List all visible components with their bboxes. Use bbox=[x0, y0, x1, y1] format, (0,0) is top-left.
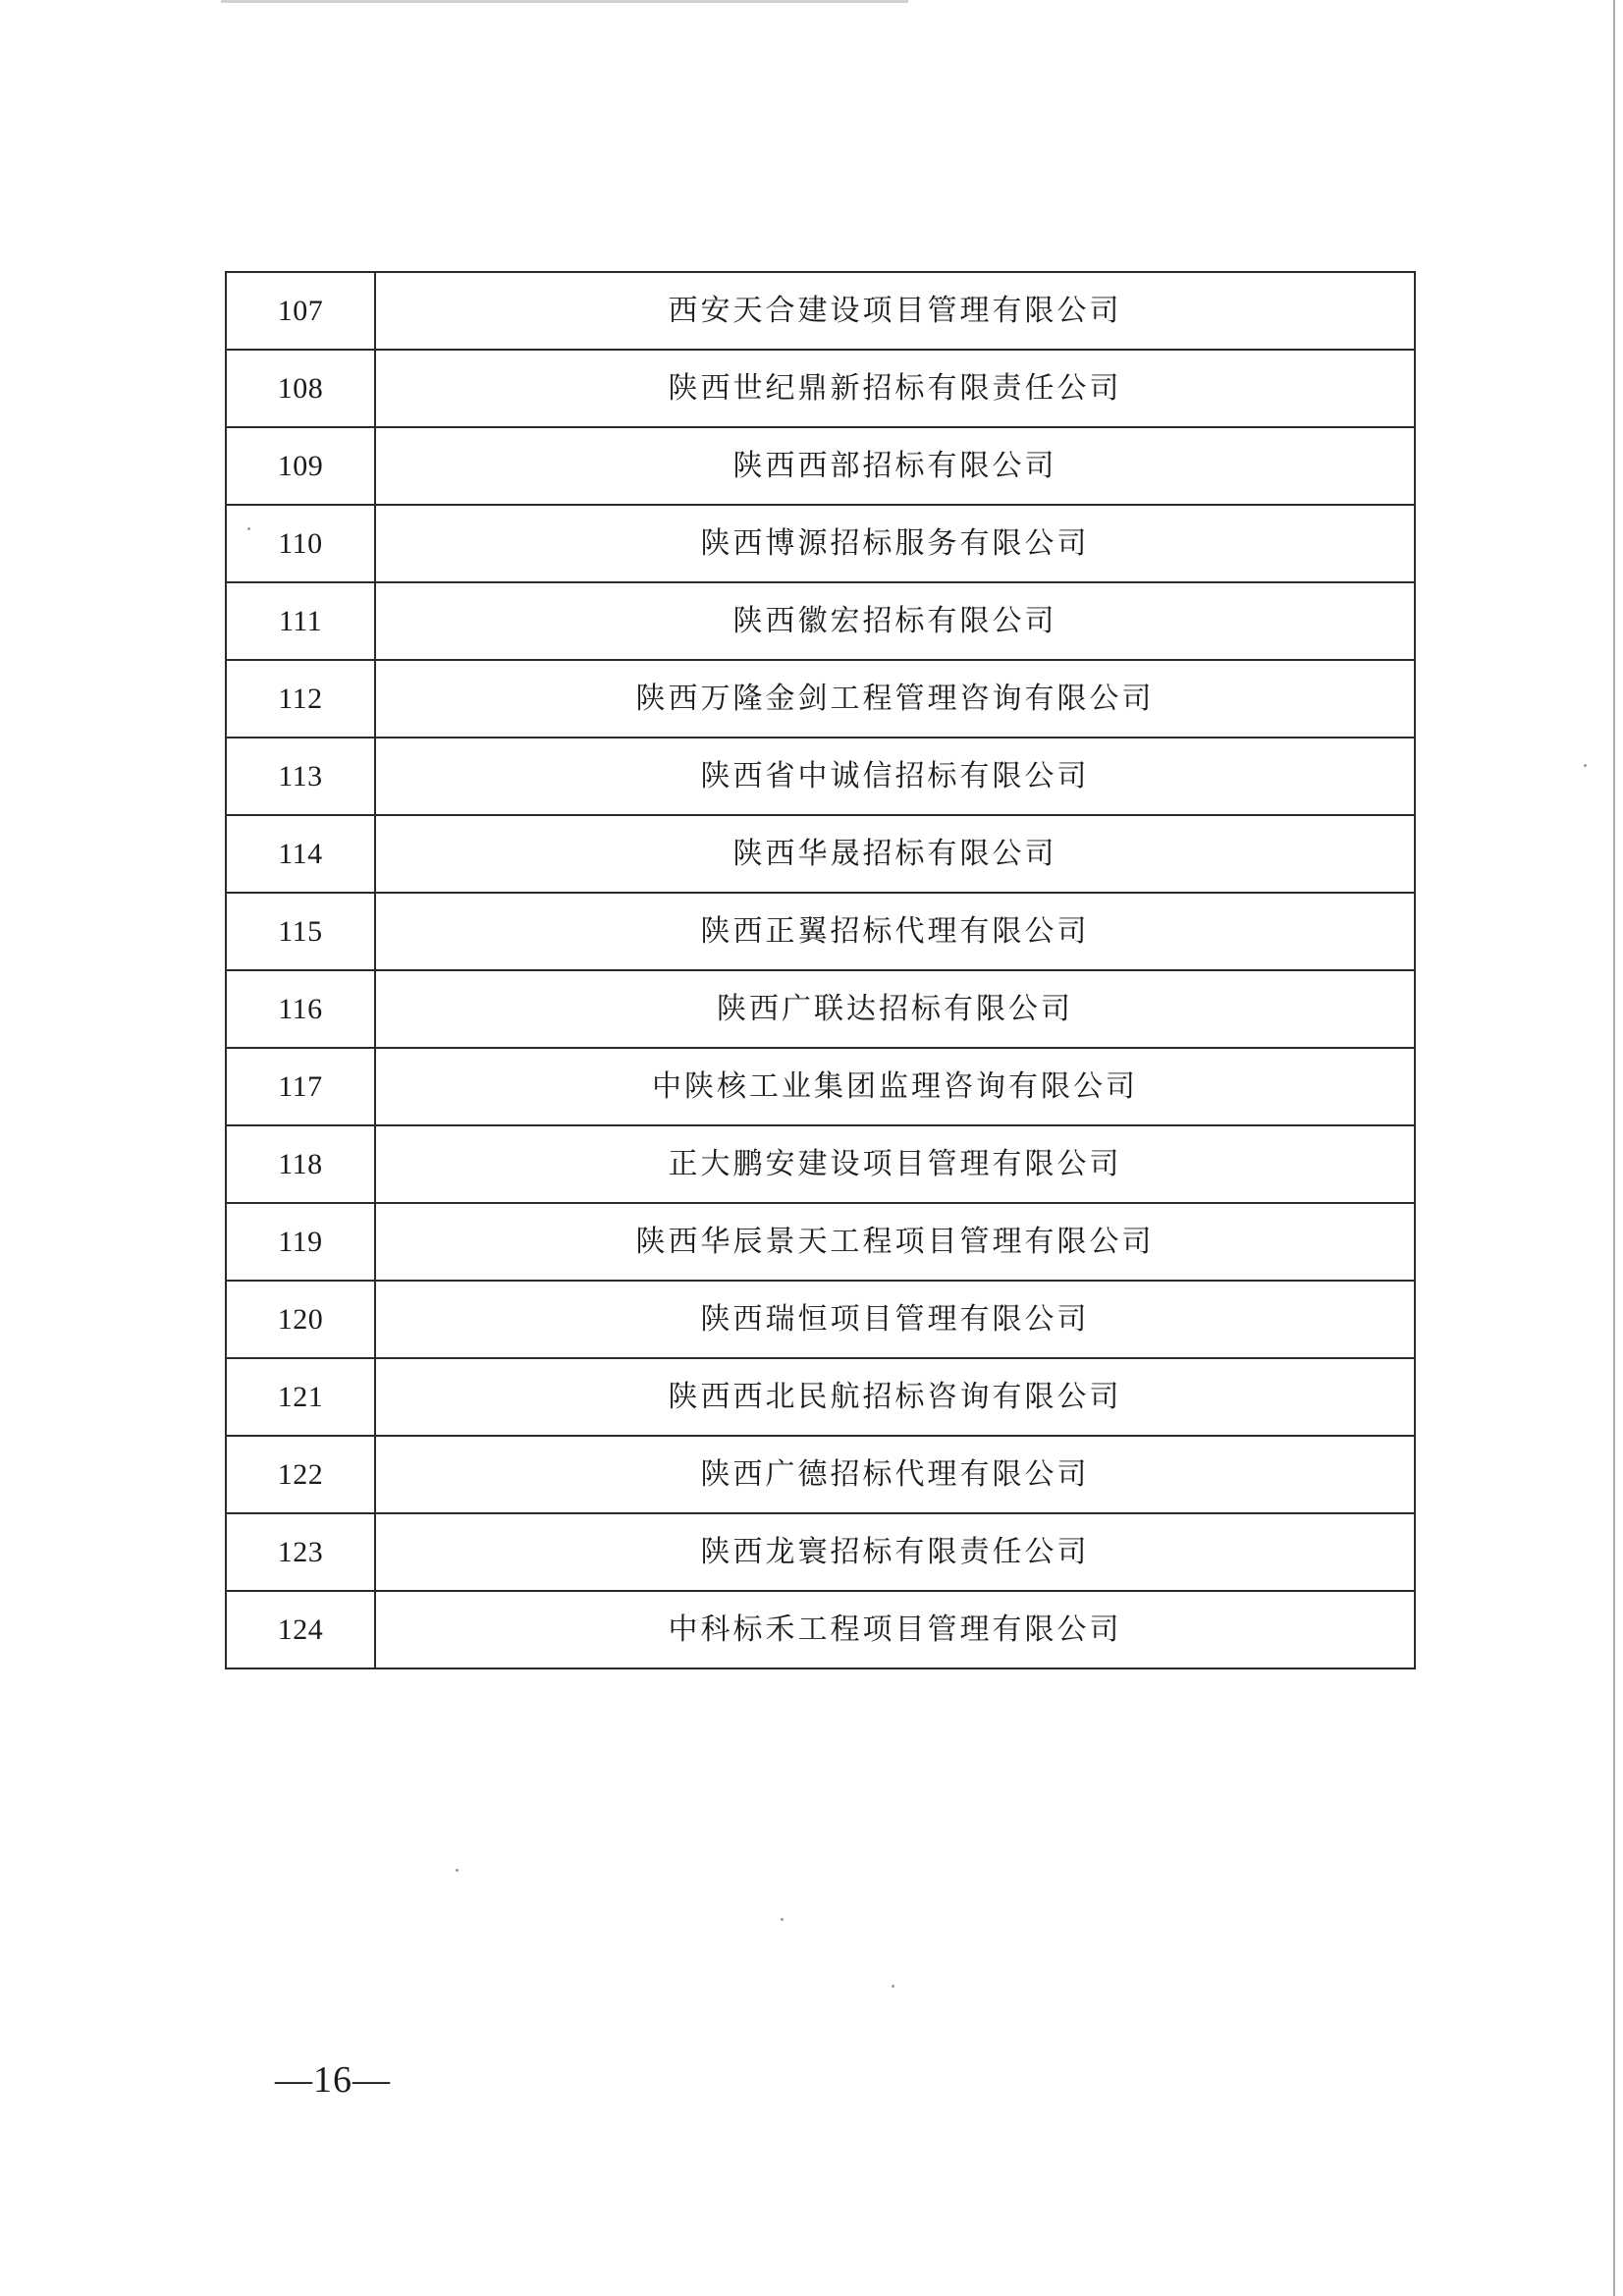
table-row bbox=[226, 1436, 1415, 1513]
row-number-cell: 113 bbox=[226, 738, 375, 815]
page-number: —16— bbox=[275, 2059, 391, 2101]
table-row bbox=[226, 505, 1415, 582]
company-name-cell: 中科标禾工程项目管理有限公司 bbox=[375, 1591, 1415, 1668]
table-row bbox=[226, 893, 1415, 970]
company-name-cell: 西安天合建设项目管理有限公司 bbox=[375, 272, 1415, 350]
row-number-cell: 124 bbox=[226, 1591, 375, 1668]
table-row bbox=[226, 1048, 1415, 1125]
row-number-cell: 114 bbox=[226, 815, 375, 893]
company-name-cell: 陕西正翼招标代理有限公司 bbox=[375, 893, 1415, 970]
table-row bbox=[226, 660, 1415, 738]
company-name-cell: 陕西省中诚信招标有限公司 bbox=[375, 738, 1415, 815]
row-number-cell: 117 bbox=[226, 1048, 375, 1125]
table-row bbox=[226, 582, 1415, 660]
row-number-cell: 123 bbox=[226, 1513, 375, 1591]
row-number-cell: 116 bbox=[226, 970, 375, 1048]
table-row bbox=[226, 1281, 1415, 1358]
table-row bbox=[226, 427, 1415, 505]
company-name-cell: 正大鹏安建设项目管理有限公司 bbox=[375, 1125, 1415, 1203]
table-row bbox=[226, 738, 1415, 815]
row-number-cell: 112 bbox=[226, 660, 375, 738]
row-number-cell: 109 bbox=[226, 427, 375, 505]
table-row bbox=[226, 272, 1415, 350]
company-list-table bbox=[225, 271, 1416, 1669]
scan-speck bbox=[456, 1869, 459, 1872]
row-number-cell: 108 bbox=[226, 350, 375, 427]
row-number-cell: 111 bbox=[226, 582, 375, 660]
row-number-cell: 120 bbox=[226, 1281, 375, 1358]
company-name-cell: 陕西万隆金剑工程管理咨询有限公司 bbox=[375, 660, 1415, 738]
table-row bbox=[226, 1203, 1415, 1281]
table-row bbox=[226, 350, 1415, 427]
company-name-cell: 陕西广联达招标有限公司 bbox=[375, 970, 1415, 1048]
scan-artifact-top bbox=[221, 0, 908, 3]
row-number-cell: 122 bbox=[226, 1436, 375, 1513]
scan-speck bbox=[1584, 764, 1587, 767]
company-name-cell: 陕西瑞恒项目管理有限公司 bbox=[375, 1281, 1415, 1358]
company-name-cell: 陕西西部招标有限公司 bbox=[375, 427, 1415, 505]
table-row bbox=[226, 1513, 1415, 1591]
company-name-cell: 陕西华辰景天工程项目管理有限公司 bbox=[375, 1203, 1415, 1281]
table-row bbox=[226, 1591, 1415, 1668]
table-row bbox=[226, 815, 1415, 893]
table-row bbox=[226, 970, 1415, 1048]
company-list-table-container bbox=[225, 271, 1416, 1669]
table-row bbox=[226, 1358, 1415, 1436]
row-number-cell: 119 bbox=[226, 1203, 375, 1281]
scan-speck bbox=[892, 1985, 894, 1988]
company-name-cell: 陕西龙寰招标有限责任公司 bbox=[375, 1513, 1415, 1591]
scan-speck bbox=[247, 527, 250, 530]
company-name-cell: 陕西世纪鼎新招标有限责任公司 bbox=[375, 350, 1415, 427]
row-number-cell: 118 bbox=[226, 1125, 375, 1203]
row-number-cell: 121 bbox=[226, 1358, 375, 1436]
scan-speck bbox=[781, 1918, 784, 1921]
row-number-cell: 115 bbox=[226, 893, 375, 970]
company-name-cell: 陕西徽宏招标有限公司 bbox=[375, 582, 1415, 660]
company-name-cell: 陕西博源招标服务有限公司 bbox=[375, 505, 1415, 582]
row-number-cell: 110 bbox=[226, 505, 375, 582]
table-body bbox=[226, 272, 1415, 1668]
company-name-cell: 陕西广德招标代理有限公司 bbox=[375, 1436, 1415, 1513]
table-row bbox=[226, 1125, 1415, 1203]
company-name-cell: 陕西华晟招标有限公司 bbox=[375, 815, 1415, 893]
scan-artifact-edge bbox=[1613, 0, 1615, 2296]
company-name-cell: 中陕核工业集团监理咨询有限公司 bbox=[375, 1048, 1415, 1125]
row-number-cell: 107 bbox=[226, 272, 375, 350]
company-name-cell: 陕西西北民航招标咨询有限公司 bbox=[375, 1358, 1415, 1436]
